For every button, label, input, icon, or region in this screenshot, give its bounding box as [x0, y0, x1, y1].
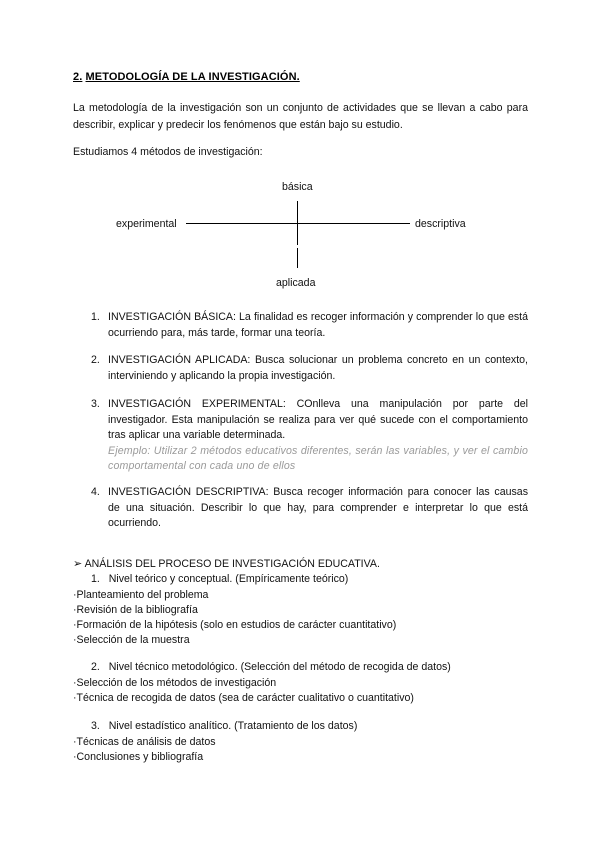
- diagram-label-left: experimental: [116, 218, 177, 230]
- arrow-bullet-icon: ➢: [73, 558, 83, 570]
- section-title: [73, 71, 300, 83]
- section-number: 2.: [73, 71, 83, 83]
- level-title: Nivel técnico metodológico. (Selección del método de recogida de datos): [108, 661, 451, 673]
- diagram-label-right: descriptiva: [415, 218, 466, 230]
- level-item: ·Conclusiones y bibliografía: [73, 751, 204, 763]
- diagram-label-bottom: aplicada: [276, 277, 316, 289]
- list-item: [91, 485, 528, 532]
- section-title-text: METODOLOGÍA DE LA INVESTIGACIÓN.: [85, 71, 300, 83]
- analysis-heading: [73, 557, 380, 572]
- level-item: ·Formación de la hipótesis (solo en estudios de carácter cuantitativo): [73, 619, 397, 631]
- list-item: [91, 397, 528, 475]
- level-heading: [91, 573, 348, 585]
- level-title: Nivel teórico y conceptual. (Empíricamente teórico): [108, 573, 349, 585]
- list-text: INVESTIGACIÓN EXPERIMENTAL: COnlleva una manipulación por parte del investigador. Esta manipulación se realiza para ver qué sucede con el comportamiento tras aplicar una variable determinada.: [108, 398, 528, 441]
- methods-intro: Estudiamos 4 métodos de investigación:: [73, 146, 263, 158]
- diagram-label-top: básica: [282, 181, 313, 193]
- level-number: 2.: [91, 661, 100, 673]
- level-item: ·Planteamiento del problema: [73, 589, 209, 601]
- level-title: Nivel estadístico analítico. (Tratamiento de los datos): [108, 720, 358, 732]
- list-number: 4.: [91, 486, 100, 498]
- intro-paragraph: La metodología de la investigación son un conjunto de actividades que se llevan a cabo para describir, explicar y predecir los fenómenos que están bajo su estudio.: [73, 102, 528, 131]
- diagram-horizontal-axis: [186, 223, 410, 224]
- example-text: Ejemplo: Utilizar 2 métodos educativos diferentes, serán las variables, y ver el cambio comportamental con cada uno de ellos: [108, 444, 528, 472]
- list-text: INVESTIGACIÓN BÁSICA: La finalidad es recoger información y comprender lo que está ocurriendo para, más tarde, formar una teoría.: [108, 311, 528, 339]
- diagram-vertical-axis: [297, 201, 298, 245]
- list-number: 1.: [91, 311, 100, 323]
- list-text: INVESTIGACIÓN DESCRIPTIVA: Busca recoger información para conocer las causas de una situación. Describir lo que hay, para comprender e interpretar lo que está ocurriendo.: [108, 486, 528, 529]
- list-text: INVESTIGACIÓN APLICADA: Busca solucionar un problema concreto en un contexto, interviniendo y aplicando la propia investigación.: [108, 354, 528, 382]
- level-item: ·Selección de la muestra: [73, 634, 190, 646]
- level-item: ·Técnica de recogida de datos (sea de carácter cualitativo o cuantitativo): [73, 692, 414, 704]
- diagram-vertical-axis-lower: [297, 248, 298, 268]
- level-heading: [91, 720, 357, 732]
- list-item: [91, 353, 528, 384]
- level-item: ·Selección de los métodos de investigación: [73, 677, 277, 689]
- level-heading: [91, 661, 451, 673]
- level-item: ·Revisión de la bibliografía: [73, 604, 198, 616]
- level-number: 3.: [91, 720, 100, 732]
- level-number: 1.: [91, 573, 100, 585]
- list-number: 3.: [91, 398, 100, 410]
- list-number: 2.: [91, 354, 100, 366]
- analysis-title: ANÁLISIS DEL PROCESO DE INVESTIGACIÓN EDUCATIVA.: [84, 558, 380, 570]
- list-item: [91, 310, 528, 341]
- level-item: ·Técnicas de análisis de datos: [73, 736, 216, 748]
